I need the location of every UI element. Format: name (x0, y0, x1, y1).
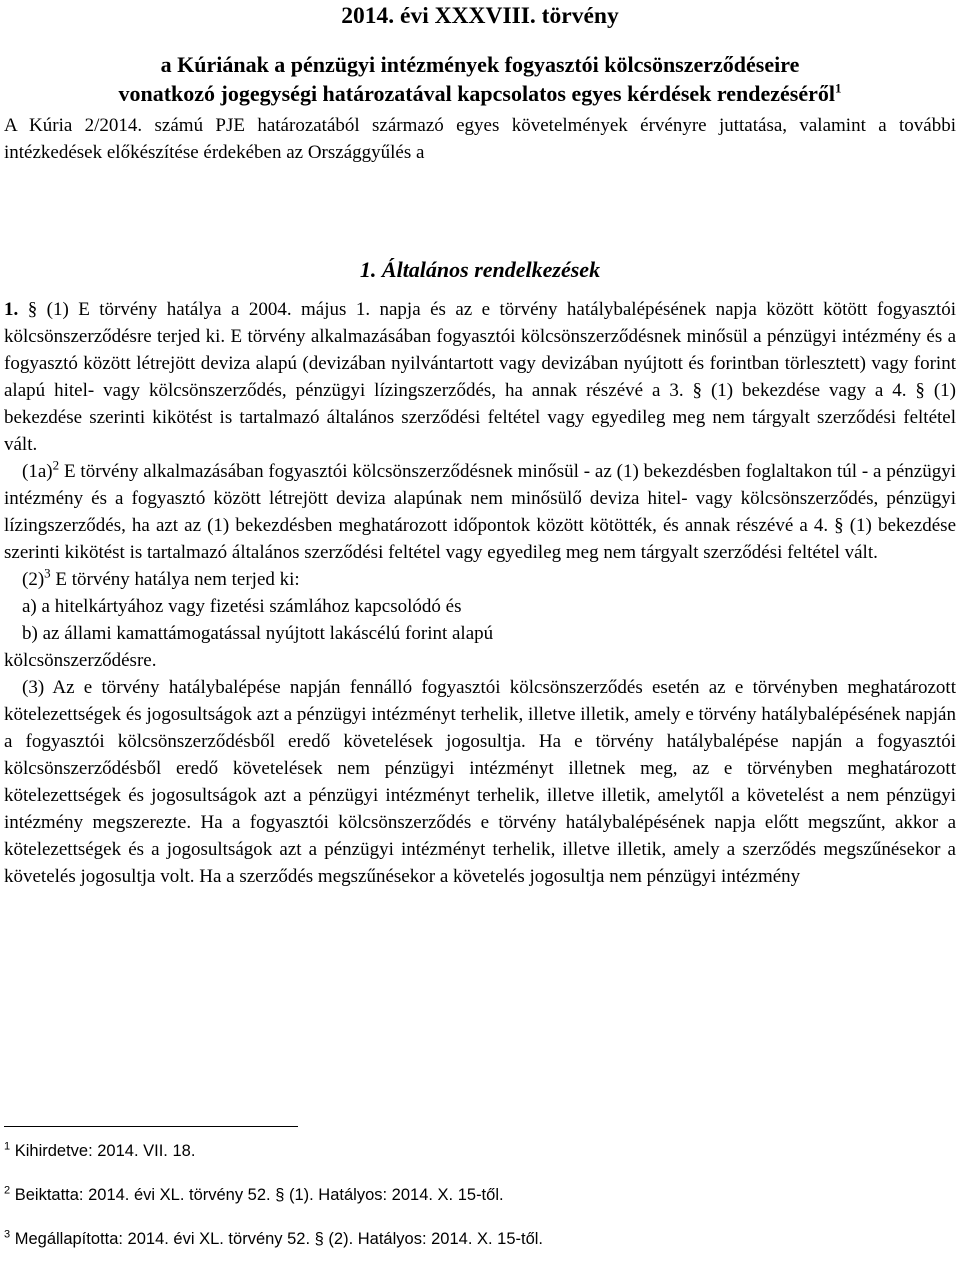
footnote-3 (4, 1228, 944, 1250)
footnotes (4, 1140, 944, 1272)
preamble (4, 112, 956, 220)
footnote-1-mark: 1 (4, 1140, 11, 1153)
preamble-text: A Kúria 2/2014. számú PJE határozatából származó egyes követelmények érvényre juttatása, valamint a további intézkedések előkészítése érdekében az Országgyűlés a (4, 115, 956, 163)
paragraph-2-point-b: b) az állami kamattámogatással nyújtott lakáscélú forint alapú (22, 623, 494, 644)
section-sign: § (27, 299, 38, 320)
chapter-heading: 1. Általános rendelkezések (359, 257, 601, 282)
footnote-2 (4, 1184, 944, 1206)
document-subtitle (4, 50, 956, 108)
section-1-paragraph-1 (4, 296, 956, 458)
paragraph-1a-text: E törvény alkalmazásában fogyasztói kölcsönszerződésnek minősül - az (1) bekezdésben foglaltakon túl - a pénzügyi intézmény és a fogyasztó között létrejött deviza alapúnak nem minősülő deviza hitel- vagy kölcsönszerződés, pénzügyi lízingszerződés, ha azt az (1) bekezdésben meghatározott időpontok között kötötték, és annak részévé a 4. § (1) bekezdése szerinti kikötést is tartalmazó általános szerződési feltétel vagy egyedileg meg nem tárgyalt szerződési feltétel vált. (4, 461, 956, 563)
document-title: 2014. évi XXXVIII. törvény (341, 3, 619, 29)
section-number: 1. (4, 299, 19, 320)
footnote-reference-1[interactable]: 1 (835, 80, 842, 96)
subtitle-line-1: a Kúriának a pénzügyi intézmények fogyasztói kölcsönszerződéseire (160, 52, 800, 77)
subtitle-line-2: vonatkozó jogegységi határozatával kapcsolatos egyes kérdések rendezéséről (118, 81, 836, 106)
preamble-continuation (4, 166, 956, 220)
paragraph-1-text: (1) E törvény hatálya a 2004. május 1. napja és az e törvény hatálybalépésének napja között kötött fogyasztói kölcsönszerződésre terjed ki. E törvény alkalmazásában fogyasztói kölcsönszerződésnek minősül a pénzügyi intézmény és a fogyasztó között létrejött deviza alapú (devizában nyilvántartott vagy devizában nyújtott és forintban törlesztett) vagy forint alapú hitel- vagy kölcsönszerződés, pénzügyi lízingszerződés, ha annak részévé a 3. § (1) bekezdése vagy a 4. § (1) bekezdése szerinti kikötést is tartalmazó általános szerződési feltétel vagy egyedileg meg nem tárgyalt szerződési feltétel vált. (4, 299, 957, 455)
document-page (4, 0, 956, 890)
paragraph-2-label: (2) (22, 569, 45, 590)
section-1-paragraph-3: (3) Az e törvény hatálybalépése napján fennálló fogyasztói kölcsönszerződés esetén az e törvényben meghatározott kötelezettségek és jogosultságok azt a pénzügyi intézményt terhelik, illetve illetik, amely e törvény hatálybalépésének napján a fogyasztói kölcsönszerződésből eredő követelések jogosultja. Ha e törvény hatálybalépése napján a fogyasztói kölcsönszerződésből eredő követelések nem pénzügyi intézményt illetnek meg, az e törvényben meghatározott kötelezettségek és jogosultságok azt a pénzügyi intézményt terhelik, illetve illetik, amelytől a követelést a nem pénzügyi intézmény megszerezte. Ha a fogyasztói kölcsönszerződés e törvény hatálybalépésének napja előtt megszűnt, akkor a kötelezettségek és a jogosultságok azt a pénzügyi intézményt terhelik, illetve illetik, amely a szerződés megszűnésekor a követelés jogosultja volt. Ha a szerződés megszűnésekor a követelés jogosultja nem pénzügyi intézmény (4, 677, 956, 887)
footnote-reference-2[interactable]: 2 (52, 457, 60, 473)
footnote-1-text: Kihirdetve: 2014. VII. 18. (14, 1142, 196, 1160)
footnote-reference-3[interactable]: 3 (44, 565, 51, 581)
footnote-1 (4, 1140, 944, 1162)
footnote-2-text: Beiktatta: 2014. évi XL. törvény 52. § (1). Hatályos: 2014. X. 15-től. (14, 1186, 504, 1204)
section-1 (4, 296, 956, 890)
section-1-paragraph-2 (4, 566, 956, 593)
footnote-3-mark: 3 (4, 1228, 11, 1241)
paragraph-2-text: E törvény hatálya nem terjed ki: (55, 569, 300, 590)
footnote-separator (4, 1126, 298, 1127)
paragraph-2-point-a: a) a hitelkártyához vagy fizetési számlához kapcsolódó és (22, 596, 462, 617)
paragraph-2-point-b-continuation: kölcsönszerződésre. (4, 650, 157, 671)
footnote-3-text: Megállapította: 2014. évi XL. törvény 52. § (2). Hatályos: 2014. X. 15-től. (14, 1230, 544, 1248)
section-1-paragraph-1a (4, 458, 956, 566)
paragraph-1a-label: (1a) (22, 461, 53, 482)
footnote-2-mark: 2 (4, 1184, 11, 1197)
